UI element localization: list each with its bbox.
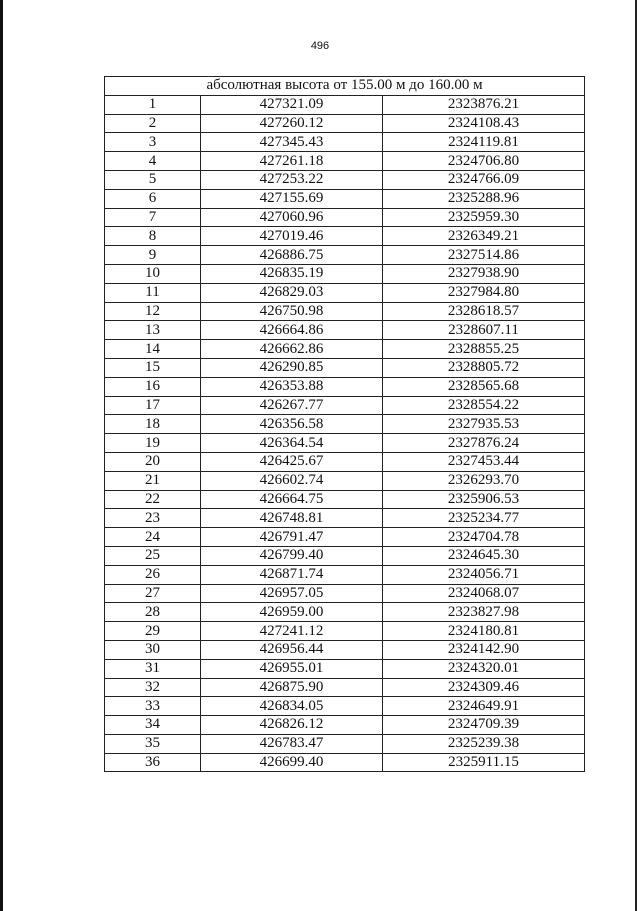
x-coordinate-cell: 427155.69: [201, 189, 383, 208]
y-coordinate-cell: 2325234.77: [383, 509, 585, 528]
y-coordinate-cell: 2325959.30: [383, 208, 585, 227]
table-row: [105, 678, 585, 697]
y-coordinate-cell: 2324108.43: [383, 114, 585, 133]
table-row: [105, 452, 585, 471]
table-body: [105, 95, 585, 772]
y-coordinate-cell: 2325288.96: [383, 189, 585, 208]
x-coordinate-cell: 427345.43: [201, 133, 383, 152]
x-coordinate-cell: 426829.03: [201, 283, 383, 302]
y-coordinate-cell: 2323827.98: [383, 603, 585, 622]
point-number-cell: 18: [105, 415, 201, 434]
table-row: [105, 565, 585, 584]
table-row: [105, 640, 585, 659]
x-coordinate-cell: 426783.47: [201, 734, 383, 753]
y-coordinate-cell: 2327938.90: [383, 264, 585, 283]
point-number-cell: 3: [105, 133, 201, 152]
x-coordinate-cell: 426699.40: [201, 753, 383, 772]
table-row: [105, 264, 585, 283]
table-row: [105, 377, 585, 396]
x-coordinate-cell: 426955.01: [201, 659, 383, 678]
x-coordinate-cell: 426871.74: [201, 565, 383, 584]
point-number-cell: 5: [105, 170, 201, 189]
x-coordinate-cell: 426835.19: [201, 264, 383, 283]
table-row: [105, 584, 585, 603]
table-row: [105, 133, 585, 152]
table-row: [105, 302, 585, 321]
point-number-cell: 22: [105, 490, 201, 509]
y-coordinate-cell: 2325911.15: [383, 753, 585, 772]
x-coordinate-cell: 426662.86: [201, 340, 383, 359]
x-coordinate-cell: 427321.09: [201, 95, 383, 114]
table-row: [105, 152, 585, 171]
x-coordinate-cell: 426664.75: [201, 490, 383, 509]
y-coordinate-cell: 2327514.86: [383, 246, 585, 265]
x-coordinate-cell: 426750.98: [201, 302, 383, 321]
x-coordinate-cell: 427241.12: [201, 622, 383, 641]
y-coordinate-cell: 2324180.81: [383, 622, 585, 641]
point-number-cell: 16: [105, 377, 201, 396]
y-coordinate-cell: 2327453.44: [383, 452, 585, 471]
x-coordinate-cell: 426834.05: [201, 697, 383, 716]
x-coordinate-cell: 426356.58: [201, 415, 383, 434]
point-number-cell: 30: [105, 640, 201, 659]
x-coordinate-cell: 426664.86: [201, 321, 383, 340]
point-number-cell: 14: [105, 340, 201, 359]
x-coordinate-cell: 427060.96: [201, 208, 383, 227]
table-row: [105, 622, 585, 641]
point-number-cell: 12: [105, 302, 201, 321]
x-coordinate-cell: 426886.75: [201, 246, 383, 265]
table-row: [105, 490, 585, 509]
table-row: [105, 753, 585, 772]
y-coordinate-cell: 2324309.46: [383, 678, 585, 697]
table-row: [105, 471, 585, 490]
x-coordinate-cell: 426267.77: [201, 396, 383, 415]
table-row: [105, 246, 585, 265]
point-number-cell: 28: [105, 603, 201, 622]
table-row: [105, 170, 585, 189]
point-number-cell: 7: [105, 208, 201, 227]
x-coordinate-cell: 427019.46: [201, 227, 383, 246]
point-number-cell: 1: [105, 95, 201, 114]
x-coordinate-cell: 426602.74: [201, 471, 383, 490]
table-row: [105, 546, 585, 565]
x-coordinate-cell: 426748.81: [201, 509, 383, 528]
y-coordinate-cell: 2324142.90: [383, 640, 585, 659]
point-number-cell: 19: [105, 434, 201, 453]
point-number-cell: 11: [105, 283, 201, 302]
table-row: [105, 415, 585, 434]
point-number-cell: 27: [105, 584, 201, 603]
table-row: [105, 340, 585, 359]
y-coordinate-cell: 2325239.38: [383, 734, 585, 753]
y-coordinate-cell: 2327876.24: [383, 434, 585, 453]
table-row: [105, 358, 585, 377]
y-coordinate-cell: 2324056.71: [383, 565, 585, 584]
page-number: 496: [310, 40, 330, 52]
table-row: [105, 716, 585, 735]
point-number-cell: 26: [105, 565, 201, 584]
x-coordinate-cell: 426826.12: [201, 716, 383, 735]
point-number-cell: 34: [105, 716, 201, 735]
table-row: [105, 434, 585, 453]
y-coordinate-cell: 2324706.80: [383, 152, 585, 171]
point-number-cell: 9: [105, 246, 201, 265]
point-number-cell: 25: [105, 546, 201, 565]
coordinates-table: [104, 76, 585, 772]
point-number-cell: 33: [105, 697, 201, 716]
y-coordinate-cell: 2328618.57: [383, 302, 585, 321]
x-coordinate-cell: 427260.12: [201, 114, 383, 133]
point-number-cell: 35: [105, 734, 201, 753]
y-coordinate-cell: 2324645.30: [383, 546, 585, 565]
table-row: [105, 528, 585, 547]
x-coordinate-cell: 426875.90: [201, 678, 383, 697]
x-coordinate-cell: 426290.85: [201, 358, 383, 377]
y-coordinate-cell: 2328554.22: [383, 396, 585, 415]
y-coordinate-cell: 2328855.25: [383, 340, 585, 359]
y-coordinate-cell: 2326349.21: [383, 227, 585, 246]
point-number-cell: 21: [105, 471, 201, 490]
x-coordinate-cell: 426956.44: [201, 640, 383, 659]
y-coordinate-cell: 2327984.80: [383, 283, 585, 302]
y-coordinate-cell: 2324709.39: [383, 716, 585, 735]
point-number-cell: 8: [105, 227, 201, 246]
point-number-cell: 17: [105, 396, 201, 415]
y-coordinate-cell: 2326293.70: [383, 471, 585, 490]
point-number-cell: 10: [105, 264, 201, 283]
table-row: [105, 227, 585, 246]
point-number-cell: 36: [105, 753, 201, 772]
y-coordinate-cell: 2324320.01: [383, 659, 585, 678]
table-row: [105, 734, 585, 753]
x-coordinate-cell: 426353.88: [201, 377, 383, 396]
point-number-cell: 23: [105, 509, 201, 528]
point-number-cell: 4: [105, 152, 201, 171]
table-row: [105, 509, 585, 528]
table-row: [105, 697, 585, 716]
y-coordinate-cell: 2327935.53: [383, 415, 585, 434]
table-row: [105, 396, 585, 415]
point-number-cell: 20: [105, 452, 201, 471]
scan-border-right: [635, 0, 637, 911]
table-row: [105, 208, 585, 227]
x-coordinate-cell: 426799.40: [201, 546, 383, 565]
y-coordinate-cell: 2328565.68: [383, 377, 585, 396]
x-coordinate-cell: 427261.18: [201, 152, 383, 171]
y-coordinate-cell: 2328805.72: [383, 358, 585, 377]
point-number-cell: 15: [105, 358, 201, 377]
table-row: [105, 283, 585, 302]
table-row: [105, 659, 585, 678]
point-number-cell: 24: [105, 528, 201, 547]
point-number-cell: 31: [105, 659, 201, 678]
x-coordinate-cell: 426364.54: [201, 434, 383, 453]
point-number-cell: 29: [105, 622, 201, 641]
point-number-cell: 32: [105, 678, 201, 697]
y-coordinate-cell: 2324119.81: [383, 133, 585, 152]
table-row: [105, 114, 585, 133]
y-coordinate-cell: 2323876.21: [383, 95, 585, 114]
x-coordinate-cell: 426425.67: [201, 452, 383, 471]
table-row: [105, 603, 585, 622]
y-coordinate-cell: 2324766.09: [383, 170, 585, 189]
table-row: [105, 189, 585, 208]
table-row: [105, 95, 585, 114]
y-coordinate-cell: 2328607.11: [383, 321, 585, 340]
scan-border-left: [0, 0, 3, 911]
table-row: [105, 321, 585, 340]
y-coordinate-cell: 2324068.07: [383, 584, 585, 603]
point-number-cell: 6: [105, 189, 201, 208]
x-coordinate-cell: 426959.00: [201, 603, 383, 622]
point-number-cell: 13: [105, 321, 201, 340]
point-number-cell: 2: [105, 114, 201, 133]
table-header-row: [105, 77, 585, 96]
y-coordinate-cell: 2325906.53: [383, 490, 585, 509]
x-coordinate-cell: 426791.47: [201, 528, 383, 547]
table-header: абсолютная высота от 155.00 м до 160.00 м: [105, 77, 585, 96]
x-coordinate-cell: 427253.22: [201, 170, 383, 189]
x-coordinate-cell: 426957.05: [201, 584, 383, 603]
y-coordinate-cell: 2324704.78: [383, 528, 585, 547]
y-coordinate-cell: 2324649.91: [383, 697, 585, 716]
